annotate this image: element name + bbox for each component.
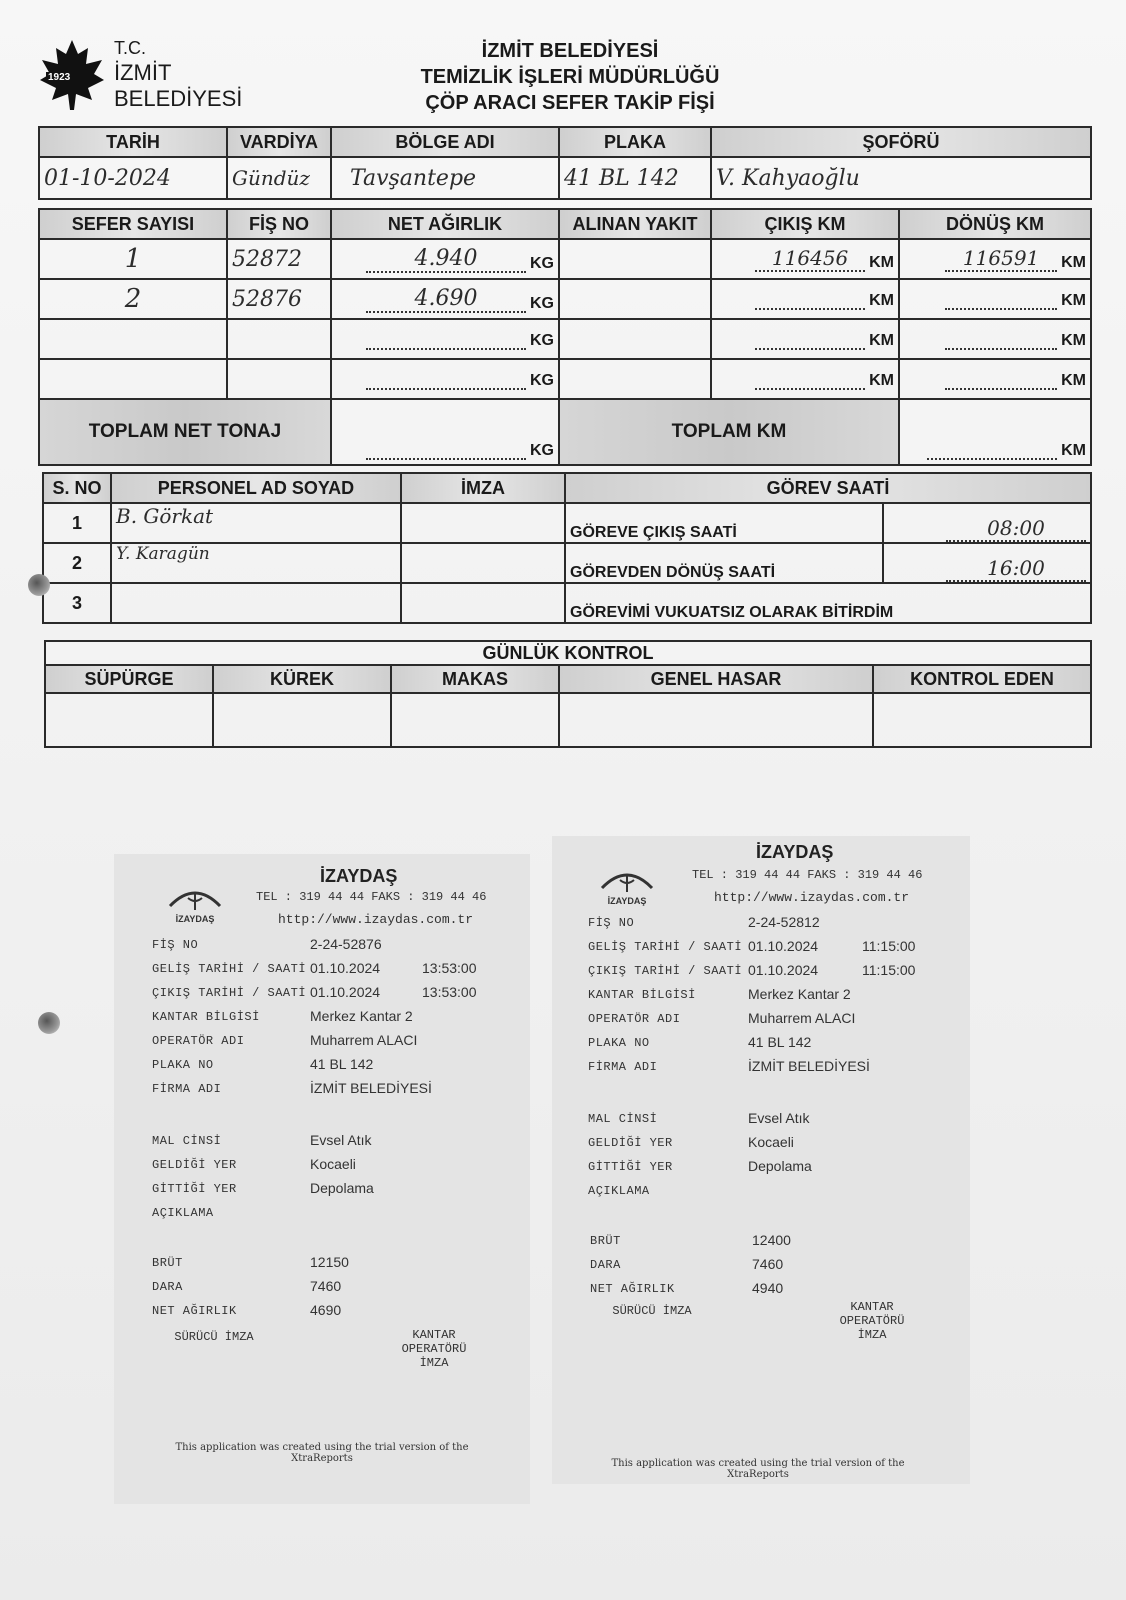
gorev-saati-header: GÖREV SAATİ [565,473,1091,503]
net-weight[interactable] [366,388,526,390]
logo-belediyesi: BELEDİYESİ [114,86,243,111]
plaka-value[interactable]: 41 BL 142 [559,157,711,199]
km-unit: KM [869,291,894,309]
cikis-tarih: 01.10.2024 [310,984,381,1000]
genel-hasar-cell[interactable] [559,693,873,747]
plaka-value: 41 BL 142 [748,1034,812,1050]
goreve-cikis-saati[interactable]: 08:00 [946,516,1086,542]
sefer-header: SEFER SAYISI [39,209,227,239]
punch-hole [28,574,50,596]
fis-no[interactable] [227,319,331,359]
receipt-url: http://www.izaydas.com.tr [714,890,910,905]
sefer-no[interactable] [39,359,227,399]
gelis-label: GELİŞ TARİHİ / SAATİ [152,962,307,976]
dara-value: 7460 [752,1256,784,1272]
gelis-tarih: 01.10.2024 [310,960,381,976]
toplam-tonaj-value[interactable] [366,458,526,460]
yakit-cell[interactable] [559,319,711,359]
personel-no: 1 [43,503,111,543]
sofor-value[interactable]: V. Kahyaoğlu [711,157,1091,199]
kantar-label: KANTAR BİLGİSİ [588,988,696,1002]
net-weight[interactable]: 4.940 [366,246,526,273]
sefer-no[interactable]: 2 [39,279,227,319]
net-value: 4690 [310,1302,342,1318]
table-row [39,239,1091,279]
mal-label: MAL CİNSİ [152,1134,222,1148]
kontrol-eden-cell[interactable] [873,693,1091,747]
personel-signature[interactable] [401,583,565,623]
table-row [43,583,1091,623]
plaka-label: PLAKA NO [152,1058,214,1072]
cikis-km[interactable] [755,308,865,310]
izaydas-logo-icon [164,884,226,924]
document-title [330,38,810,116]
kg-unit: KG [530,254,554,272]
plaka-label: PLAKA NO [588,1036,650,1050]
trips-table [38,208,1092,466]
trial-notice: This application was created using the trial version of the XtraReports [175,1442,469,1464]
toplam-tonaj-label: TOPLAM NET TONAJ [39,399,331,465]
logo-izmit: İZMİT [114,60,172,85]
cikis-saat: 11:15:00 [862,962,916,978]
km-unit: KM [869,371,894,389]
kantar-operatoru-imza: KANTAR OPERATÖRÜ İMZA [839,1300,905,1342]
izaydas-logo-icon [596,866,658,906]
trial-notice: This application was created using the trial version of the XtraReports [611,1458,905,1480]
izaydas-receipt-1 [114,854,530,1504]
kontrol-eden-header: KONTROL EDEN [873,665,1091,693]
personel-table [42,472,1092,624]
gorevden-donus-label: GÖREVDEN DÖNÜŞ SAATİ [565,543,883,583]
fis-no[interactable] [227,359,331,399]
personel-no: 3 [43,583,111,623]
km-unit: KM [869,254,894,271]
genel-hasar-header: GENEL HASAR [559,665,873,693]
firma-label: FİRMA ADI [152,1082,222,1096]
table-row [43,543,1091,583]
firma-value: İZMİT BELEDİYESİ [310,1080,432,1096]
net-value: 4940 [752,1280,784,1296]
mal-value: Evsel Atık [310,1132,372,1148]
operator-label: OPERATÖR ADI [152,1034,245,1048]
table-row [39,319,1091,359]
cikis-km[interactable] [755,348,865,350]
gittigi-label: GİTTİĞİ YER [588,1160,673,1174]
cikis-km[interactable]: 116456 [755,246,865,272]
gelis-tarih: 01.10.2024 [748,938,819,954]
kantar-operatoru-imza: KANTAR OPERATÖRÜ İMZA [401,1328,467,1370]
fisno-header: FİŞ NO [227,209,331,239]
dara-value: 7460 [310,1278,342,1294]
mal-label: MAL CİNSİ [588,1112,658,1126]
net-weight[interactable] [366,348,526,350]
fis-no-value: 2-24-52812 [748,914,820,930]
donus-km[interactable] [945,308,1057,310]
km-unit: KM [869,331,894,349]
plaka-value: 41 BL 142 [310,1056,374,1072]
toplam-km-label: TOPLAM KM [559,399,899,465]
km-unit: KM [1061,442,1086,459]
table-row [39,359,1091,399]
net-label: NET AĞIRLIK [152,1304,237,1318]
gelis-saat: 13:53:00 [422,960,477,976]
supurge-cell[interactable] [45,693,213,747]
donus-km[interactable] [945,388,1057,390]
geldigi-value: Kocaeli [748,1134,794,1150]
donus-km-header: DÖNÜŞ KM [899,209,1091,239]
gittigi-label: GİTTİĞİ YER [152,1182,237,1196]
punch-hole [38,1012,60,1034]
personel-header: PERSONEL AD SOYAD [111,473,401,503]
receipt-contact: TEL : 319 44 44 FAKS : 319 44 46 [256,890,487,904]
toplam-km-value[interactable] [927,458,1057,460]
sofor-header: ŞOFÖRÜ [711,127,1091,157]
dara-label: DARA [152,1280,183,1294]
surucu-imza: SÜRÜCÜ İMZA [174,1330,254,1344]
operator-value: Muharrem ALACI [748,1010,856,1026]
gittigi-value: Depolama [310,1180,374,1196]
personel-name[interactable]: B. Görkat [111,503,401,543]
gorevden-donus-saati[interactable]: 16:00 [946,556,1086,582]
brut-value: 12400 [752,1232,791,1248]
operator-value: Muharrem ALACI [310,1032,418,1048]
supurge-header: SÜPÜRGE [45,665,213,693]
yakit-header: ALINAN YAKIT [559,209,711,239]
title-municipality: İZMİT BELEDİYESİ [481,40,659,62]
tarih-header: TARİH [39,127,227,157]
vardiya-header: VARDİYA [227,127,331,157]
izmit-belediyesi-logo [38,38,243,116]
personel-name[interactable]: Y. Karagün [111,543,401,583]
gelis-label: GELİŞ TARİHİ / SAATİ [588,940,743,954]
personel-signature[interactable] [401,503,565,543]
receipt-contact: TEL : 319 44 44 FAKS : 319 44 46 [692,868,923,882]
vardiya-value[interactable]: Gündüz [227,157,331,199]
cikis-km-header: ÇIKIŞ KM [711,209,899,239]
geldigi-label: GELDİĞİ YER [588,1136,673,1150]
km-unit: KM [1061,254,1086,271]
tarih-value[interactable]: 01-10-2024 [39,157,227,199]
cikis-saat: 13:53:00 [422,984,477,1000]
info-table [38,126,1092,200]
makas-header: MAKAS [391,665,559,693]
goreve-cikis-label: GÖREVE ÇIKIŞ SAATİ [565,503,883,543]
cikis-label: ÇIKIŞ TARİHİ / SAATİ [588,964,743,978]
geldigi-label: GELDİĞİ YER [152,1158,237,1172]
sefer-no[interactable]: 1 [39,239,227,279]
kg-unit: KG [530,294,554,312]
imza-header: İMZA [401,473,565,503]
kurek-cell[interactable] [213,693,391,747]
dara-label: DARA [590,1258,621,1272]
gunluk-kontrol-title: GÜNLÜK KONTROL [45,641,1091,665]
net-header: NET AĞIRLIK [331,209,559,239]
receipt-brand: İZAYDAŞ [756,842,834,862]
yakit-cell[interactable] [559,239,711,279]
km-unit: KM [1061,331,1086,349]
cikis-label: ÇIKIŞ TARİHİ / SAATİ [152,986,307,1000]
kg-unit: KG [530,331,554,349]
fis-no-label: FİŞ NO [588,916,635,930]
surucu-imza: SÜRÜCÜ İMZA [612,1304,692,1318]
receipt-brand: İZAYDAŞ [320,866,398,886]
donus-km[interactable] [945,348,1057,350]
personel-no: 2 [43,543,111,583]
kurek-header: KÜREK [213,665,391,693]
operator-label: OPERATÖR ADI [588,1012,681,1026]
fis-no[interactable]: 52876 [227,279,331,319]
kantar-value: Merkez Kantar 2 [748,986,851,1002]
gelis-saat: 11:15:00 [862,938,916,954]
sno-header: S. NO [43,473,111,503]
aciklama-label: AÇIKLAMA [152,1206,214,1220]
kg-unit: KG [530,442,554,459]
bolge-header: BÖLGE ADI [331,127,559,157]
kantar-label: KANTAR BİLGİSİ [152,1010,260,1024]
firma-value: İZMİT BELEDİYESİ [748,1058,870,1074]
personel-signature[interactable] [401,543,565,583]
cikis-tarih: 01.10.2024 [748,962,819,978]
logo-year: 1923 [48,72,71,83]
brut-label: BRÜT [590,1234,621,1248]
fis-no[interactable]: 52872 [227,239,331,279]
yakit-cell[interactable] [559,279,711,319]
vukuatsiz-label: GÖREVİMİ VUKUATSIZ OLARAK BİTİRDİM [565,583,1091,623]
title-department: TEMİZLİK İŞLERİ MÜDÜRLÜĞÜ [420,66,720,88]
fis-no-label: FİŞ NO [152,938,199,952]
receipt-url: http://www.izaydas.com.tr [278,912,474,927]
logo-text: İZAYDAŞ [175,914,215,924]
mal-value: Evsel Atık [748,1110,810,1126]
donus-km[interactable]: 116591 [945,246,1057,272]
personel-name[interactable] [111,583,401,623]
kantar-value: Merkez Kantar 2 [310,1008,413,1024]
sefer-no[interactable] [39,319,227,359]
title-form: ÇÖP ARACI SEFER TAKİP FİŞİ [425,92,715,114]
gittigi-value: Depolama [748,1158,812,1174]
net-weight[interactable]: 4.690 [366,286,526,313]
izaydas-receipt-2 [552,836,970,1484]
table-row [43,503,1091,543]
makas-cell[interactable] [391,693,559,747]
brut-value: 12150 [310,1254,349,1270]
brut-label: BRÜT [152,1256,183,1270]
kg-unit: KG [530,371,554,389]
cikis-km[interactable] [755,388,865,390]
bolge-value[interactable]: Tavşantepe [331,157,559,199]
table-row [39,279,1091,319]
firma-label: FİRMA ADI [588,1060,658,1074]
net-label: NET AĞIRLIK [590,1282,675,1296]
aciklama-label: AÇIKLAMA [588,1184,650,1198]
plaka-header: PLAKA [559,127,711,157]
logo-text: İZAYDAŞ [607,896,647,906]
km-unit: KM [1061,291,1086,309]
yakit-cell[interactable] [559,359,711,399]
geldigi-value: Kocaeli [310,1156,356,1172]
gunluk-kontrol-table [44,640,1092,748]
fis-no-value: 2-24-52876 [310,936,382,952]
km-unit: KM [1061,371,1086,389]
logo-tc: T.C. [114,38,147,58]
